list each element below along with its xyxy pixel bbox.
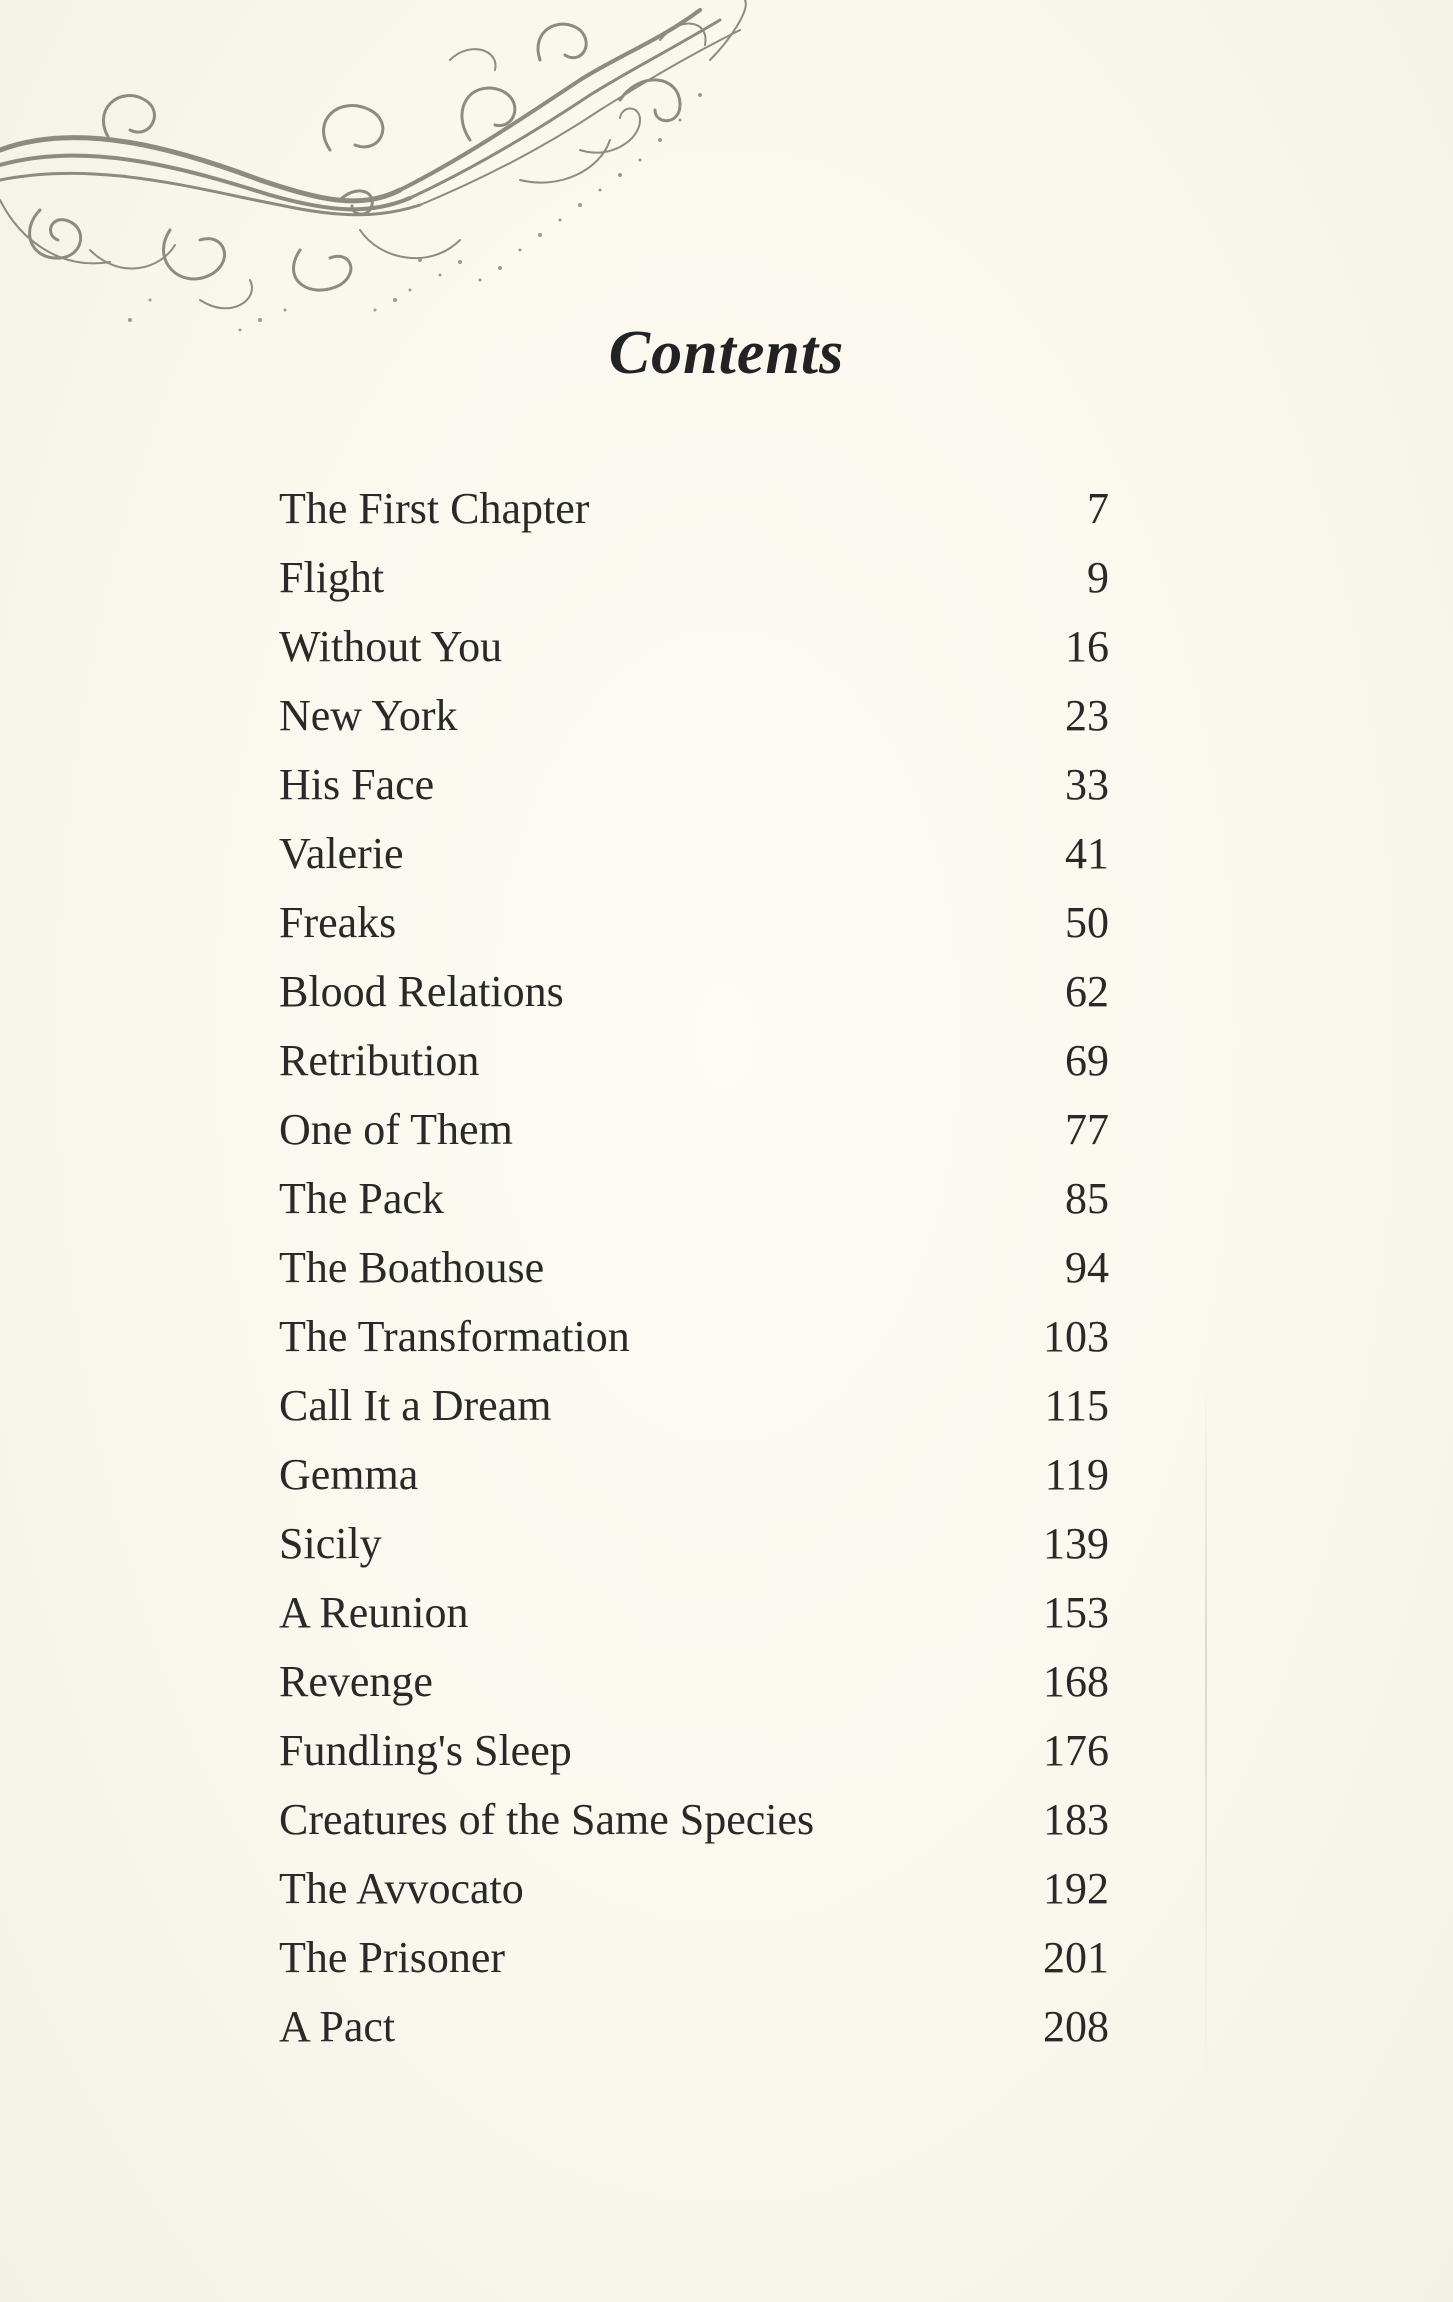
toc-entry-title: Retribution [279, 1036, 480, 1085]
toc-entry-title: The Transformation [279, 1312, 630, 1361]
toc-entry-page-number: 94 [1065, 1243, 1109, 1292]
toc-entry-title: Gemma [279, 1450, 419, 1499]
toc-entry-page-number: 139 [1043, 1519, 1109, 1568]
toc-entry-page-number: 62 [1065, 967, 1109, 1016]
toc-entry [279, 1716, 1109, 1785]
toc-entry-title: The Avvocato [279, 1864, 524, 1913]
toc-entry-page-number: 208 [1043, 2002, 1109, 2051]
toc-entry [279, 474, 1109, 543]
flourish-ornament-icon [0, 0, 760, 340]
toc-entry-page-number: 50 [1065, 898, 1109, 947]
toc-entry-page-number: 41 [1065, 829, 1109, 878]
toc-entry-page-number: 201 [1043, 1933, 1109, 1982]
toc-entry-page-number: 176 [1043, 1726, 1109, 1775]
toc-entry [279, 681, 1109, 750]
toc-entry [279, 1440, 1109, 1509]
toc-entry [279, 1509, 1109, 1578]
toc-entry [279, 1578, 1109, 1647]
toc-entry-title: Valerie [279, 829, 404, 878]
toc-entry-title: Without You [279, 622, 503, 671]
toc-entry-title: Sicily [279, 1519, 382, 1568]
toc-entry-title: Flight [279, 553, 385, 602]
paper-crease [1205, 1380, 1207, 2080]
toc-entry [279, 819, 1109, 888]
toc-entry-page-number: 33 [1065, 760, 1109, 809]
toc-entry [279, 957, 1109, 1026]
toc-entry-page-number: 7 [1087, 484, 1109, 533]
toc-entry-title: The Prisoner [279, 1933, 506, 1982]
toc-entry [279, 1233, 1109, 1302]
toc-entry-page-number: 9 [1087, 553, 1109, 602]
page-title: Contents [608, 319, 845, 387]
toc-entry [279, 1854, 1109, 1923]
toc-entry-page-number: 85 [1065, 1174, 1109, 1223]
toc-entry-page-number: 192 [1043, 1864, 1109, 1913]
table-of-contents [279, 474, 1109, 2061]
toc-entry-page-number: 119 [1044, 1450, 1109, 1499]
toc-entry-title: The Pack [279, 1174, 444, 1223]
toc-entry-page-number: 103 [1043, 1312, 1109, 1361]
toc-entry-page-number: 168 [1043, 1657, 1109, 1706]
toc-entry-page-number: 183 [1043, 1795, 1109, 1844]
toc-entry-page-number: 16 [1065, 622, 1109, 671]
toc-entry [279, 1647, 1109, 1716]
toc-entry-page-number: 23 [1065, 691, 1109, 740]
toc-entry [279, 1095, 1109, 1164]
toc-entry-title: Call It a Dream [279, 1381, 552, 1430]
toc-entry [279, 1026, 1109, 1095]
toc-entry-title: Creatures of the Same Species [279, 1795, 815, 1844]
toc-entry-page-number: 69 [1065, 1036, 1109, 1085]
toc-entry-page-number: 115 [1044, 1381, 1109, 1430]
toc-entry-title: A Reunion [279, 1588, 469, 1637]
toc-entry-title: Revenge [279, 1657, 433, 1706]
toc-entry [279, 1164, 1109, 1233]
toc-entry-page-number: 77 [1065, 1105, 1109, 1154]
toc-entry [279, 612, 1109, 681]
toc-entry [279, 1992, 1109, 2061]
toc-entry-title: Blood Relations [279, 967, 564, 1016]
toc-entry [279, 1371, 1109, 1440]
toc-entry [279, 1923, 1109, 1992]
toc-entry [279, 888, 1109, 957]
toc-entry-title: Freaks [279, 898, 397, 947]
toc-entry-title: The Boathouse [279, 1243, 545, 1292]
toc-entry-title: New York [279, 691, 458, 740]
toc-entry [279, 1302, 1109, 1371]
toc-entry [279, 750, 1109, 819]
toc-entry-title: A Pact [279, 2002, 396, 2051]
toc-entry-title: One of Them [279, 1105, 513, 1154]
toc-entry [279, 1785, 1109, 1854]
toc-entry [279, 543, 1109, 612]
toc-entry-title: The First Chapter [279, 484, 590, 533]
toc-entry-title: Fundling's Sleep [279, 1726, 572, 1775]
toc-entry-page-number: 153 [1043, 1588, 1109, 1637]
toc-entry-title: His Face [279, 760, 435, 809]
